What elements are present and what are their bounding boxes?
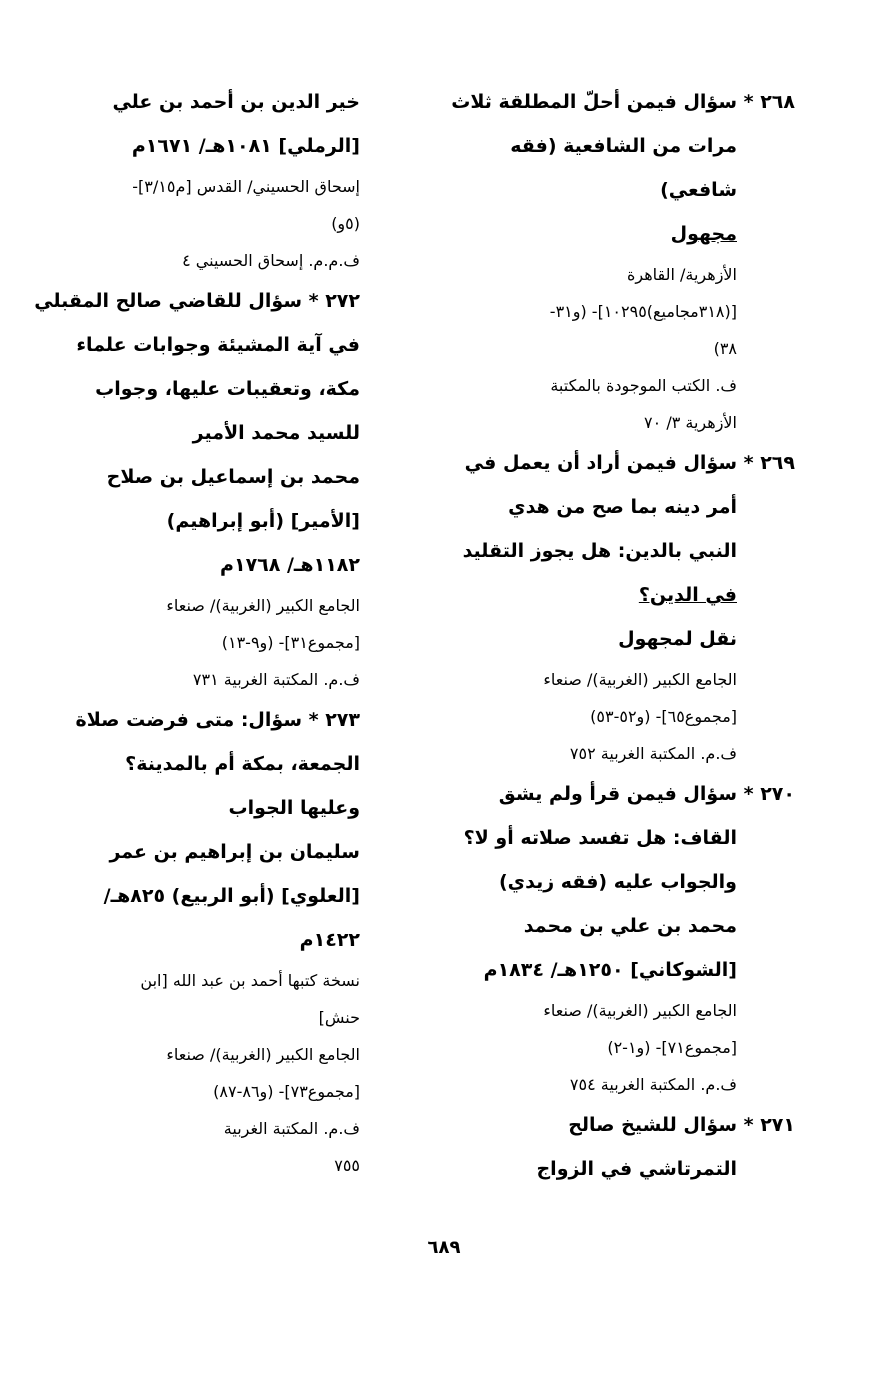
left-column-line: [العلوي] (أبو الربيع) ٨٢٥هـ/ [103, 885, 360, 907]
left-column-line: وعليها الجواب [228, 797, 360, 819]
right-column-line: أمر دينه بما صح من هدي [508, 496, 737, 518]
right-column-line: نقل لمجهول [618, 628, 737, 650]
left-column-line: ف.م. المكتبة الغربية ٧٣١ [192, 670, 360, 689]
right-column-line: ف. الكتب الموجودة بالمكتبة [550, 376, 737, 395]
left-column-line: [مجموع٣١]- (و٩-١٣) [221, 633, 360, 652]
left-column-line: حنش] [318, 1008, 360, 1027]
right-column-line: التمرتاشي في الزواج [536, 1158, 737, 1180]
right-column-line: [مجموع٧١]- (و١-٢) [607, 1038, 737, 1057]
left-column-line: في آية المشيئة وجوابات علماء [76, 334, 360, 356]
right-column-line: [مجموع٦٥]- (و٥٢-٥٣) [590, 707, 737, 726]
left-column-line: إسحاق الحسيني/ القدس [م٣/١٥]- [132, 177, 360, 196]
left-column-line: سليمان بن إبراهيم بن عمر [109, 841, 360, 863]
left-column-line: ف.م. المكتبة الغربية [223, 1119, 360, 1138]
left-column-line: محمد بن إسماعيل بن صلاح [106, 466, 360, 488]
right-column-line: الجامع الكبير (الغربية)/ صنعاء [543, 670, 737, 689]
right-column-line: شافعي) [660, 179, 737, 201]
left-column-line: للسيد محمد الأمير [192, 422, 360, 444]
right-column-line: ٢٦٨ * سؤال فيمن أحلّ المطلقة ثلاث [451, 91, 795, 113]
left-column-line: ٧٥٥ [334, 1156, 360, 1175]
right-column-line: النبي بالدين: هل يجوز التقليد [462, 540, 737, 562]
left-column-line: نسخة كتبها أحمد بن عبد الله [ابن [140, 971, 360, 990]
left-column [34, 80, 360, 1184]
right-column-line: ٢٧١ * سؤال للشيخ صالح [568, 1114, 795, 1136]
right-column-line: ٢٦٩ * سؤال فيمن أراد أن يعمل في [464, 452, 795, 474]
page-number: ٦٨٩ [427, 1237, 461, 1258]
left-column-line: ١١٨٢هـ/ ١٧٦٨م [220, 554, 360, 576]
right-column-line: [الشوكاني] ١٢٥٠هـ/ ١٨٣٤م [483, 959, 737, 981]
left-column-line: [الرملي] ١٠٨١هـ/ ١٦٧١م [131, 135, 360, 157]
right-column [450, 80, 795, 1191]
left-column-line: الجمعة، بمكة أم بالمدينة؟ [125, 753, 360, 775]
right-column-line: الأزهرية/ القاهرة [626, 265, 737, 284]
left-column-line: ١٤٢٢م [299, 929, 360, 951]
right-column-line: الأزهرية ٣/ ٧٠ [644, 413, 737, 432]
right-column-line: ٣٨) [713, 339, 737, 358]
right-column-line: في الدين؟ [638, 584, 737, 606]
left-column-line: خير الدين بن أحمد بن علي [112, 91, 360, 113]
right-column-line: مرات من الشافعية (فقه [510, 135, 737, 157]
right-column-line: ف.م. المكتبة الغربية ٧٥٤ [569, 1075, 737, 1094]
left-column-line: ٢٧٢ * سؤال للقاضي صالح المقبلي [34, 290, 360, 312]
left-column-line: ٢٧٣ * سؤال: متى فرضت صلاة [75, 709, 360, 731]
right-column-line: مجهول [670, 223, 737, 245]
right-column-line: ف.م. المكتبة الغربية ٧٥٢ [569, 744, 737, 763]
right-column-line: القاف: هل تفسد صلاته أو لا؟ [463, 827, 737, 849]
left-column-line: (٥و) [331, 214, 360, 233]
right-column-line: [(٣١٨مجاميع)١٠٢٩٥]- (و٣١- [549, 302, 737, 321]
left-column-line: [الأمير] (أبو إبراهيم) [166, 510, 360, 532]
left-column-line: [مجموع٧٣]- (و٨٦-٨٧) [213, 1082, 360, 1101]
left-column-line: الجامع الكبير (الغربية)/ صنعاء [166, 596, 360, 615]
right-column-line: ٢٧٠ * سؤال فيمن قرأ ولم يشق [498, 783, 795, 805]
right-column-line: محمد بن علي بن محمد [523, 915, 737, 937]
left-column-line: ف.م.م. إسحاق الحسيني ٤ [182, 251, 360, 270]
left-column-line: مكة، وتعقيبات عليها، وجواب [95, 378, 360, 400]
right-column-line: الجامع الكبير (الغربية)/ صنعاء [543, 1001, 737, 1020]
left-column-line: الجامع الكبير (الغربية)/ صنعاء [166, 1045, 360, 1064]
right-column-line: والجواب عليه (فقه زيدي) [499, 871, 737, 893]
